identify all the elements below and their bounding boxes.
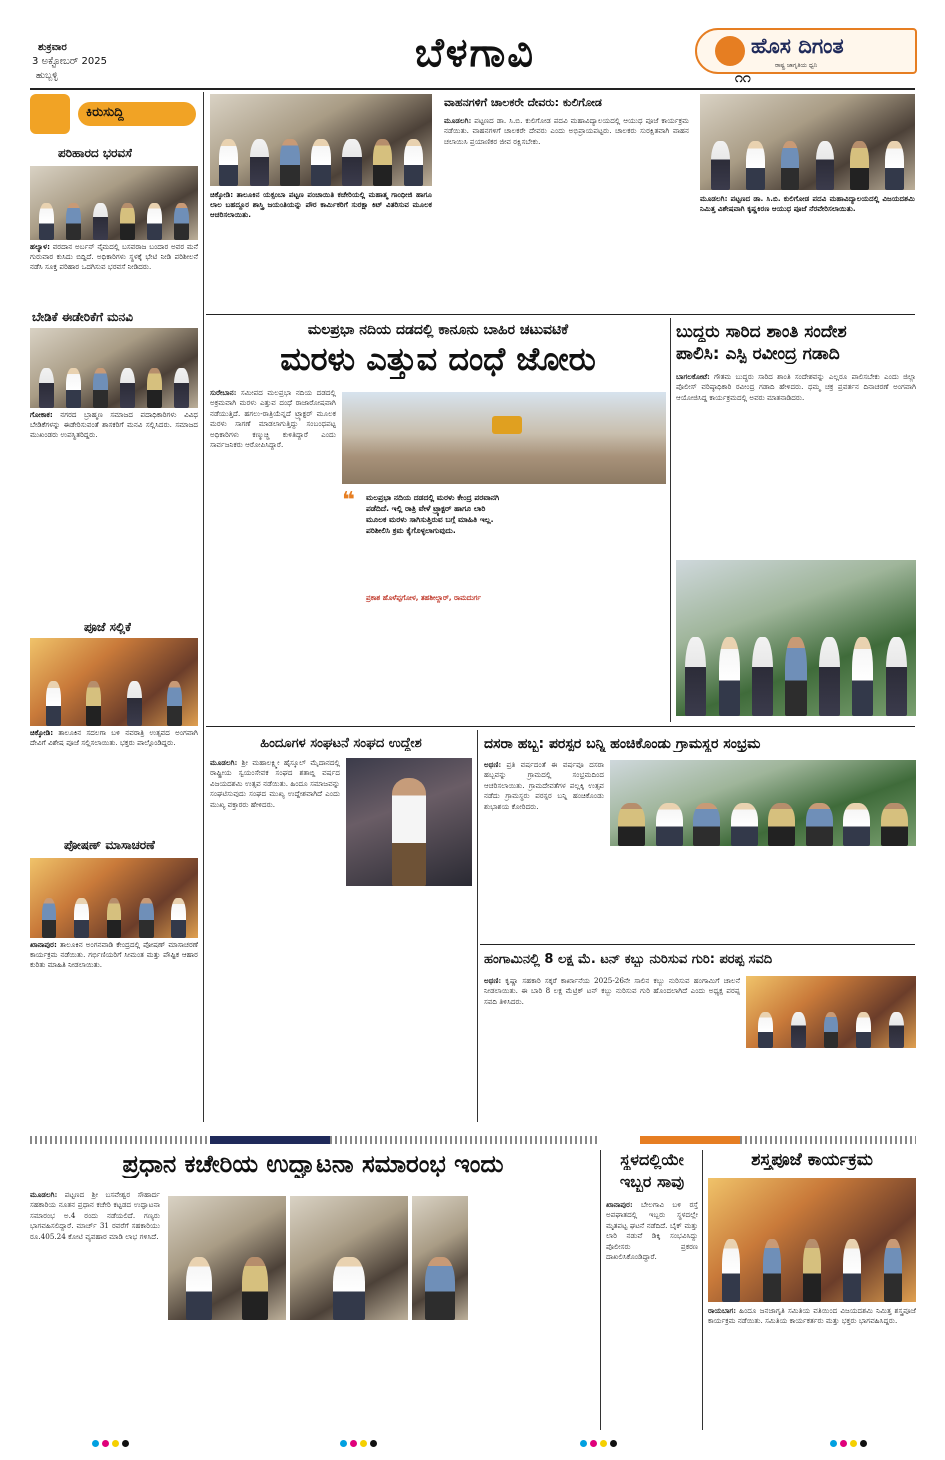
cyan-dot [580,1440,587,1447]
dateline: ಮೂಡಲಗಿ: [30,1190,58,1199]
top-left-photo [210,94,432,186]
hindu-text-col1 [210,758,340,1118]
brief-body: ತಾಲೂಕಿನ ಸದಲಗಾ ಬಳಿ ನವರಾತ್ರಿ ಉತ್ಸವದ ಅಂಗವಾಗಿ ದೇವಿಗೆ ವಿಶೇಷ ಪೂಜೆ ಸಲ್ಲಿಸಲಾಯಿತು. ಭಕ್ತರು ಪಾಲ್ಗೊಂಡಿದ್ದರು. [30,728,198,748]
cyan-dot [340,1440,347,1447]
brand-name: ಹೊಸ ದಿಗಂತ [751,34,844,58]
top-mid-text [444,116,689,308]
office-photo-2 [290,1196,408,1320]
magenta-dot [102,1440,109,1447]
lead-text-col3 [514,490,666,716]
lead-headline: ಮರಳು ಎತ್ತುವ ದಂಧೆ ಜೋರು [280,340,596,378]
brief-text-2 [30,410,198,600]
office-photo-3 [412,1196,468,1320]
brief-text-4 [30,940,198,1120]
quote-box [342,490,508,618]
top-left-caption [210,190,432,308]
buddha-head-2: ಪಾಲಿಸಿ: ಎಸ್ಪಿ ರವೀಂದ್ರ ಗಡಾದಿ [676,344,840,364]
sugar-photo [746,976,916,1048]
hindu-photo [346,758,472,886]
buddha-photo [676,560,916,716]
sugar-text-2 [746,1052,916,1116]
masthead-date: 3 ಅಕ್ಟೋಬರ್ 2025 [32,56,107,67]
lead-photo [342,392,666,484]
brief-head-3: ಪೂಜೆ ಸಲ್ಲಿಕೆ [84,620,131,634]
quote-attribution: ಪ್ರಕಾಶ ಹೊಳೆಪ್ಪಗೋಳ, ತಹಶೀಲ್ದಾರ್, ರಾಮದುರ್ಗ [366,594,481,602]
brief-head-4: ಪೋಷಣ್ ಮಾಸಾಚರಣೆ [64,838,155,852]
column-divider [670,318,671,722]
article-body: ಕೃಷ್ಣಾ ಸಹಕಾರಿ ಸಕ್ಕರೆ ಕಾರ್ಖಾನೆಯ 2025-26ನೇ ಸಾಲಿನ ಕಬ್ಬು ನುರಿಸುವ ಹಂಗಾಮಿಗೆ ಚಾಲನೆ ನೀಡಲಾಯಿತು. ಈ ಬಾರಿ 8 ಲಕ್ಷ ಮೆಟ್ರಿಕ್ ಟನ್ ಕಬ್ಬು ನುರಿಸುವ ಗುರಿ ಹೊಂದಲಾಗಿದೆ ಎಂದು ಅಧ್ಯಕ್ಷ ಪರಪ್ಪ ಸವದಿ ತಿಳಿಸಿದರು. [484,976,740,1006]
bottom-rule-accent-navy [210,1136,330,1144]
masthead-rule [30,88,915,90]
article-body: ಪಟ್ಟಣದ ಶ್ರೀ ಬಸವೇಶ್ವರ ಸೌಹಾರ್ದ ಸಹಕಾರಿಯ ನೂತನ ಪ್ರಧಾನ ಕಚೇರಿ ಕಟ್ಟಡದ ಉದ್ಘಾಟನಾ ಸಮಾರಂಭ ಅ.4 ರಂದು ನಡೆಯಲಿದೆ. ಗಣ್ಯರು ಭಾಗವಹಿಸಲಿದ್ದಾರೆ. ಮಾರ್ಚ್ 31 ರವರೆಗೆ ಸಹಕಾರಿಯು ರೂ.405.24 ಕೋಟಿ ವ್ಯವಹಾರ ಮಾಡಿ ಲಾಭ ಗಳಿಸಿದೆ. [30,1190,160,1241]
black-dot [860,1440,867,1447]
dateline: ಚಿಕ್ಕೋಡಿ: [30,728,54,737]
article-body: ಶ್ರೀ ಮಹಾಲಕ್ಷ್ಮೀ ಹೈಸ್ಕೂಲ್ ಮೈದಾನದಲ್ಲಿ ರಾಷ್ಟ್ರೀಯ ಸ್ವಯಂಸೇವಕ ಸಂಘದ ಶತಾಬ್ದಿ ವರ್ಷದ ವಿಜಯದಶಮಿ ಉತ್ಸವ ನಡೆಯಿತು. ಹಿಂದೂ ಸಮಾಜವನ್ನು ಸಂಘಟಿಸುವುದು ಸಂಘದ ಮುಖ್ಯ ಉದ್ದೇಶವಾಗಿದೆ ಎಂದು ಮುಖ್ಯ ವಕ್ತಾರರು ಹೇಳಿದರು. [210,758,340,809]
bottom-rule-right [740,1136,916,1144]
brief-body: ನಗರದ ಬ್ರಾಹ್ಮಣ ಸಮಾಜದ ಪದಾಧಿಕಾರಿಗಳು ವಿವಿಧ ಬೇಡಿಕೆಗಳನ್ನು ಈಡೇರಿಸುವಂತೆ ಶಾಸಕರಿಗೆ ಮನವಿ ಸಲ್ಲಿಸಿದರು. ಸಮಾಜದ ಮುಖಂಡರು ಉಪಸ್ಥಿತರಿದ್ದರು. [30,410,198,440]
death-head-1: ಸ್ಥಳದಲ್ಲಿಯೇ [620,1150,684,1169]
dasara-head: ದಸರಾ ಹಬ್ಬ: ಪರಸ್ಪರ ಬನ್ನಿ ಹಂಚಿಕೊಂಡು ಗ್ರಾಮಸ್ಥರ ಸಂಭ್ರಮ [484,736,761,752]
sugar-head: ಹಂಗಾಮಿನಲ್ಲಿ 8 ಲಕ್ಷ ಮೆ. ಟನ್ ಕಬ್ಬು ನುರಿಸುವ ಗುರಿ: ಪರಪ್ಪ ಸವದಿ [484,952,773,967]
sugar-text [484,976,740,1116]
article-body: ಸಮೀಪದ ಮಲಪ್ರಭಾ ನದಿಯ ದಡದಲ್ಲಿ ಅಕ್ರಮವಾಗಿ ಮರಳು ಎತ್ತುವ ದಂಧೆ ರಾಜಾರೋಷವಾಗಿ ನಡೆಯುತ್ತಿದೆ. ಹಗಲು-ರಾತ್ರಿಯೆನ್ನದೆ ಟ್ರ್ಯಾಕ್ಟರ್ ಮೂಲಕ ಮರಳು ಸಾಗಣೆ ಮಾಡಲಾಗುತ್ತಿದ್ದು ಸಂಬಂಧಪಟ್ಟ ಅಧಿಕಾರಿಗಳು ಕಣ್ಮುಚ್ಚಿ ಕುಳಿತಿದ್ದಾರೆ ಎಂದು ಸಾರ್ವಜನಿಕರು ಆರೋಪಿಸಿದ್ದಾರೆ. [210,388,336,450]
quote-icon: ❝ [342,488,355,513]
hindu-head: ಹಿಂದೂಗಳ ಸಂಘಟನೆ ಸಂಘದ ಉದ್ದೇಶ [260,736,422,751]
top-right-photo [700,94,915,190]
office-text-col1 [30,1190,160,1430]
cyan-dot [92,1440,99,1447]
dateline: ಚಿಕ್ಕೋಡಿ: [210,190,234,199]
pointing-hand-icon [30,94,70,134]
article-body: ಗೌತಮ ಬುದ್ಧರು ಸಾರಿದ ಶಾಂತಿ ಸಂದೇಶವನ್ನು ಎಲ್ಲರೂ ಪಾಲಿಸಬೇಕು ಎಂದು ಜಿಲ್ಲಾ ಪೊಲೀಸ್ ವರಿಷ್ಠಾಧಿಕಾರಿ ರವೀಂದ್ರ ಗಡಾದಿ ಹೇಳಿದರು. ಧಮ್ಮ ಚಕ್ರ ಪ್ರವರ್ತನ ದಿನಾಚರಣೆ ಅಂಗವಾಗಿ ಆಯೋಜಿಸಿದ್ದ ಕಾರ್ಯಕ್ರಮದಲ್ಲಿ ಅವರು ಮಾತನಾಡಿದರು. [676,372,916,402]
bottom-rule-accent-orange [640,1136,740,1144]
lead-kicker: ಮಲಪ್ರಭಾ ನದಿಯ ದಡದಲ್ಲಿ ಕಾನೂನು ಬಾಹಿರ ಚಟುವಟಿಕೆ [307,322,569,338]
magenta-dot [840,1440,847,1447]
cyan-dot [830,1440,837,1447]
lead-text-col2 [342,620,508,716]
quote-text: ಮಲಪ್ರಭಾ ನದಿಯ ದಡದಲ್ಲಿ ಮರಳು ಕೇಂದ್ರ ಪರವಾನಗಿ ಪಡೆದಿದೆ. ಇಲ್ಲಿ ರಾತ್ರಿ ವೇಳೆ ಟ್ರ್ಯಾಕ್ಟರ್ ಹಾಗೂ ಲಾರಿ ಮೂಲಕ ಮರಳು ಸಾಗಿಸುತ್ತಿರುವ ಬಗ್ಗೆ ಮಾಹಿತಿ ಇಲ್ಲ. ಪರಿಶೀಲಿಸಿ ಕ್ರಮ ಕೈಗೊಳ್ಳಲಾಗುವುದು. [366,493,500,535]
dateline: ಖಾನಾಪುರ: [30,940,57,949]
brief-body: ತಾಲೂಕಿನ ಅಂಗನವಾಡಿ ಕೇಂದ್ರದಲ್ಲಿ ಪೋಷಣ್ ಮಾಸಾಚರಣೆ ಕಾರ್ಯಕ್ರಮ ನಡೆಯಿತು. ಗರ್ಭಿಣಿಯರಿಗೆ ಸೀಮಂತ ಮತ್ತು ಪೌಷ್ಟಿಕ ಆಹಾರ ಕುರಿತು ಮಾಹಿತಿ ನೀಡಲಾಯಿತು. [30,940,198,970]
masthead [0,0,945,88]
top-mid-head: ವಾಹನಗಳಿಗೆ ಚಾಲಕರೇ ದೇವರು: ಕುಲಿಗೋಡ [444,96,602,109]
yellow-dot [360,1440,367,1447]
row-divider [206,726,915,727]
article-body: ಪಟ್ಟಣದ ಡಾ. ಸಿ.ಬಿ. ಕುಲಿಗೋಡ ಪದವಿ ಮಹಾವಿದ್ಯಾಲಯದಲ್ಲಿ ಆಯುಧ ಪೂಜೆ ಕಾರ್ಯಕ್ರಮ ನಡೆಯಿತು. ವಾಹನಗಳಿಗೆ ಚಾಲಕರೇ ದೇವರು ಎಂದು ಅಭಿಪ್ರಾಯಪಟ್ಟರು. ಚಾಲಕರು ಸುರಕ್ಷಿತವಾಗಿ ವಾಹನ ಚಲಾಯಿಸಿ ಪ್ರಯಾಣಿಕರ ಜೀವ ರಕ್ಷಿಸಬೇಕು. [444,116,689,146]
section-name: ಬೆಳಗಾವಿ [414,30,536,76]
brand-tagline: ರಾಷ್ಟ್ರ ಜಾಗೃತಿಯ ಧ್ವನಿ [775,62,818,69]
dateline: ಸುರೇಬಾನ: [210,388,237,397]
column-divider [702,1150,703,1430]
speaker-figure [392,778,426,886]
lead-text-col1 [210,388,336,716]
magenta-dot [590,1440,597,1447]
black-dot [122,1440,129,1447]
row-divider [480,944,915,945]
dateline: ಹಲ್ಯಾಳ: [30,242,50,251]
dateline: ಅಥಣಿ: [484,760,502,769]
yellow-dot [850,1440,857,1447]
brief-photo-1 [30,166,198,240]
yellow-dot [112,1440,119,1447]
buddha-text [676,372,916,556]
dateline: ಖಾನಾಪುರ: [606,1200,633,1209]
brief-body: ವರದಾನ ಅರ್ಬನ್ ನೈಮದಲ್ಲಿ ಬಸವರಾಜ ಬಂದಾರ ಅವರ ಮನೆ ಗುರುವಾರ ಕುಸಿದು ಬಿದ್ದಿದೆ. ಅಧಿಕಾರಿಗಳು ಸ್ಥಳಕ್ಕೆ ಭೇಟಿ ನೀಡಿ ಪರಿಶೀಲನೆ ನಡೆಸಿ ಸೂಕ್ತ ಪರಿಹಾರ ಒದಗಿಸುವ ಭರವಸೆ ನೀಡಿದರು. [30,242,198,272]
black-dot [610,1440,617,1447]
office-photo-1 [168,1196,286,1320]
death-text [606,1200,698,1430]
black-dot [370,1440,377,1447]
kirusuddi-title: ಕಿರುಸುದ್ದಿ [78,102,196,126]
article-body: ಪ್ರತಿ ವರ್ಷದಂತೆ ಈ ವರ್ಷವೂ ದಸರಾ ಹಬ್ಬವನ್ನು ಗ್ರಾಮದಲ್ಲಿ ಸಂಭ್ರಮದಿಂದ ಆಚರಿಸಲಾಯಿತು. ಗ್ರಾಮದೇವತೆಗಳ ಪಲ್ಲಕ್ಕಿ ಉತ್ಸವ ನಡೆದು ಗ್ರಾಮಸ್ಥರು ಪರಸ್ಪರ ಬನ್ನಿ ಹಂಚಿಕೊಂಡು ಶುಭಾಶಯ ಕೋರಿದರು. [484,760,604,811]
brief-photo-4 [30,858,198,938]
row-divider [206,314,915,315]
office-head: ಪ್ರಧಾನ ಕಚೇರಿಯ ಉದ್ಘಾಟನಾ ಸಮಾರಂಭ ಇಂದು [122,1150,504,1178]
yellow-dot [600,1440,607,1447]
death-head-2: ಇಬ್ಬರ ಸಾವು [619,1172,685,1191]
brief-text-1 [30,242,198,304]
office-text-col2 [168,1326,468,1430]
dateline: ಮೂಡಲಗಿ: [444,116,472,125]
column-divider [600,1150,601,1430]
masthead-city: ಹುಬ್ಬಳ್ಳಿ [36,71,58,81]
dateline: ಮೂಡಲಗಿ: [700,194,728,203]
hindu-text-col2 [346,890,472,1118]
registration-marks-right [830,1440,867,1447]
brand-emblem-icon [715,36,745,66]
article-body: ಹಿಂದೂ ಜನಜಾಗೃತಿ ಸಮಿತಿಯ ವತಿಯಿಂದ ವಿಜಯದಶಮಿ ನಿಮಿತ್ತ ಶಸ್ತ್ರಪೂಜೆ ಕಾರ್ಯಕ್ರಮ ನಡೆಯಿತು. ಸಮಿತಿಯ ಕಾರ್ಯಕರ್ತರು ಮತ್ತು ಭಕ್ತರು ಭಾಗವಹಿಸಿದ್ದರು. [708,1306,916,1326]
shastra-text [708,1306,916,1430]
shastra-photo [708,1178,916,1302]
brief-photo-3 [30,638,198,726]
page-number: ೧೧ [735,70,751,86]
brief-head-2: ಬೇಡಿಕೆ ಈಡೇರಿಕೆಗೆ ಮನವಿ [32,310,133,324]
buddha-head-1: ಬುದ್ಧರು ಸಾರಿದ ಶಾಂತಿ ಸಂದೇಶ [676,322,847,342]
dateline: ರಾಯಬಾಗ: [708,1306,737,1315]
kirusuddi-header [30,94,198,134]
brief-photo-2 [30,328,198,408]
dasara-text [484,760,604,940]
brand-logo [695,28,917,74]
brief-text-3 [30,728,198,830]
shastra-head: ಶಸ್ತ್ರಪೂಜೆ ಕಾರ್ಯಕ್ರಮ [751,1150,873,1170]
registration-marks-left [92,1440,129,1447]
dateline: ಮೂಡಲಗಿ: [210,758,238,767]
dateline: ಗೋಕಾಕ: [30,410,53,419]
magenta-dot [350,1440,357,1447]
caption-text: ಪಟ್ಟಣದ ಡಾ. ಸಿ.ಬಿ. ಕುಲಿಗೋಡ ಪದವಿ ಮಹಾವಿದ್ಯಾಲಯದಲ್ಲಿ ವಿಜಯದಶಮಿ ನಿಮಿತ್ತ ವಿಶೇಷವಾಗಿ ಕೃಷ್ಣಕಿರಣ ಆಯುಧ ಪೂಜೆ ನೆರವೇರಿಸಲಾಯಿತು. [700,194,915,214]
dateline: ಅಥಣಿ: [484,976,502,985]
dasara-text-2 [610,850,916,940]
dasara-photo [610,760,916,846]
column-divider [203,92,204,1122]
masthead-day: ಶುಕ್ರವಾರ [38,42,67,53]
registration-marks-center-right [580,1440,617,1447]
kirusuddi-column [30,92,198,1122]
registration-marks-center [340,1440,377,1447]
excavator-icon [492,416,522,434]
top-right-caption [700,194,915,308]
article-body: ಬೇಲಗಾವಿ ಬಳಿ ರಸ್ತೆ ಅಪಘಾತದಲ್ಲಿ ಇಬ್ಬರು ಸ್ಥಳದಲ್ಲೇ ಮೃತಪಟ್ಟ ಘಟನೆ ನಡೆದಿದೆ. ಬೈಕ್ ಮತ್ತು ಲಾರಿ ನಡುವೆ ಡಿಕ್ಕಿ ಸಂಭವಿಸಿದ್ದು ಪೊಲೀಸರು ಪ್ರಕರಣ ದಾಖಲಿಸಿಕೊಂಡಿದ್ದಾರೆ. [606,1200,698,1262]
caption-text: ತಾಲೂಕಿನ ಯಕ್ಸಂಬಾ ಪಟ್ಟಣ ಪಂಚಾಯಿತಿ ಕಚೇರಿಯಲ್ಲಿ ಮಹಾತ್ಮ ಗಾಂಧೀಜಿ ಹಾಗೂ ಲಾಲ ಬಹದ್ದೂರ ಶಾಸ್ತ್ರಿ ಜಯಂತಿಯನ್ನು ಪೌರ ಕಾರ್ಮಿಕರಿಗೆ ಸುರಕ್ಷಾ ಕಿಟ್ ವಿತರಿಸುವ ಮೂಲಕ ಆಚರಿಸಲಾಯಿತು. [210,190,432,220]
dateline: ಬಾಗಲಕೋಟೆ: [676,372,710,381]
column-divider [477,730,478,1122]
office-text-col3 [474,1196,596,1430]
brief-head-1: ಪರಿಹಾರದ ಭರವಸೆ [58,146,132,160]
